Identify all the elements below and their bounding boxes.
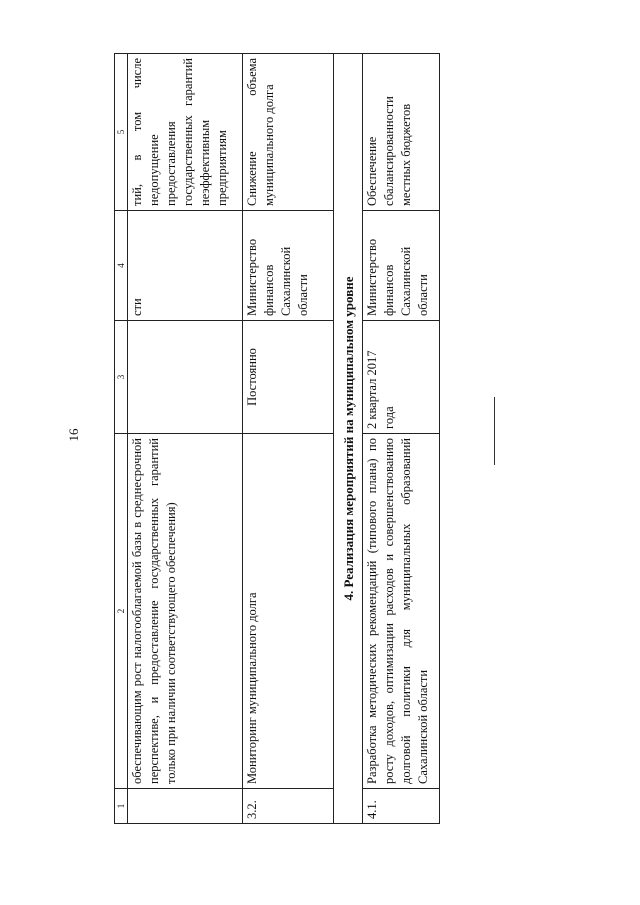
row-number: 3.2.: [243, 789, 334, 824]
activity-cell: Разработка методических рекомендаций (типового плана) по росту доходов, оптимизации расходов и совершенствованию долговой политики для муниципальных образований Сахалинской области: [363, 434, 440, 789]
executor-cell: Министерство финансов Сахалинской области: [243, 211, 334, 321]
term-cell: 2 квартал 2017 года: [363, 321, 440, 434]
header-col-3: 3: [115, 321, 128, 434]
page-number: 16: [66, 428, 81, 442]
table-row: [128, 54, 243, 824]
header-col-2: 2: [115, 434, 128, 789]
term-cell: Постоянно: [243, 321, 334, 434]
header-col-5: 5: [115, 54, 128, 211]
activity-cell: обеспечивающим рост налогооблагаемой базы в среднесрочной перспективе, и предоставление государственных гарантий только при наличии соответствующего обеспечения): [128, 434, 243, 789]
result-cell: тий, в том числе недопущение предоставления государственных гарантий неэффективным предприятиям: [128, 54, 243, 211]
table-row: [243, 54, 334, 824]
measures-table: [114, 53, 440, 824]
executor-cell: Министерство финансов Сахалинской области: [363, 211, 440, 321]
header-row: [115, 54, 128, 824]
result-cell: Снижение объема муниципального долга: [243, 54, 334, 211]
executor-cell: сти: [128, 211, 243, 321]
table-row: [363, 54, 440, 824]
header-col-4: 4: [115, 211, 128, 321]
header-col-1: 1: [115, 789, 128, 824]
activity-cell: Мониторинг муниципального долга: [243, 434, 334, 789]
section-row: [334, 54, 363, 824]
rotated-table-container: [114, 54, 440, 824]
result-cell: Обеспечение сбалансированности местных бюджетов: [363, 54, 440, 211]
row-number: [128, 789, 243, 824]
section-title: 4. Реализация мероприятий на муниципальном уровне: [334, 54, 363, 824]
term-cell: [128, 321, 243, 434]
separator-line: [494, 397, 495, 465]
row-number: 4.1.: [363, 789, 440, 824]
